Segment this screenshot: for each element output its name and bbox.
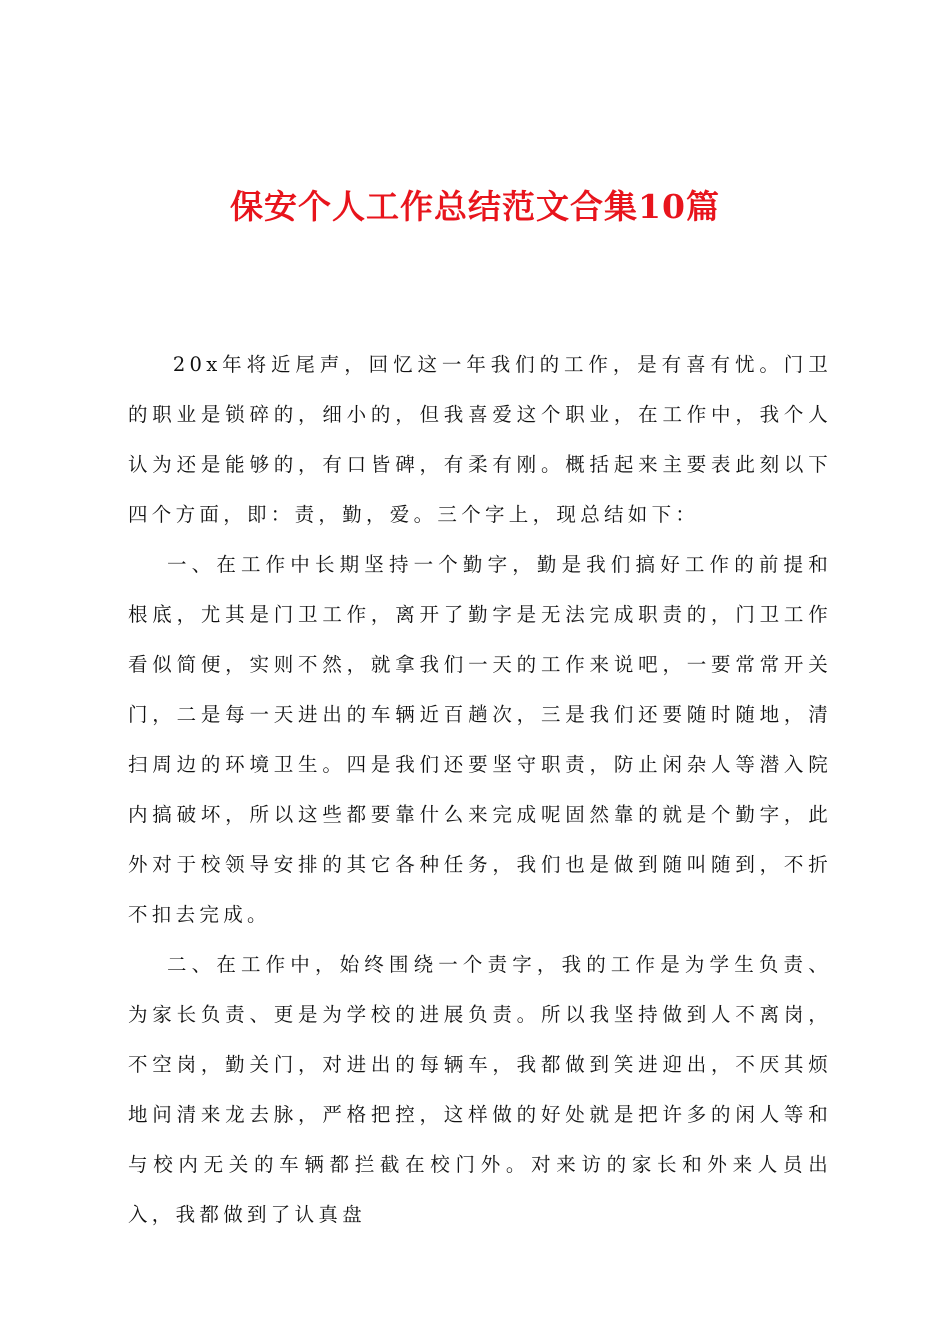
- document-title: 保安个人工作总结范文合集10篇: [230, 187, 720, 226]
- paragraph-intro: 20x年将近尾声，回忆这一年我们的工作，是有喜有忧。门卫的职业是锁碎的，细小的，但我喜爱这个职业，在工作中，我个人认为还是能够的，有口皆碑，有柔有刚。概括起来主要表此刻以下四个方面，即：责，勤，爱。三个字上，现总结如下：: [128, 353, 832, 526]
- paragraph-section-one: 一、在工作中长期坚持一个勤字，勤是我们搞好工作的前提和根底，尤其是门卫工作，离开了勤字是无法完成职责的，门卫工作看似简便，实则不然，就拿我们一天的工作来说吧，一要常常开关门，二是每一天进出的车辆近百趟次，三是我们还要随时随地，清扫周边的环境卫生。四是我们还要坚守职责，防止闲杂人等潜入院内搞破坏，所以这些都要靠什么来完成呢固然靠的就是个勤字，此外对于校领导安排的其它各种任务，我们也是做到随叫随到，不折不扣去完成。: [128, 553, 832, 926]
- paragraph-section-two: 二、在工作中，始终围绕一个责字，我的工作是为学生负责、为家长负责、更是为学校的进展负责。所以我坚持做到人不离岗，不空岗，勤关门，对进出的每辆车，我都做到笑进迎出，不厌其烦地问清来龙去脉，严格把控，这样做的好处就是把许多的闲人等和与校内无关的车辆都拦截在校门外。对来访的家长和外来人员出入，我都做到了认真盘: [128, 953, 832, 1226]
- document-body: [128, 340, 832, 1240]
